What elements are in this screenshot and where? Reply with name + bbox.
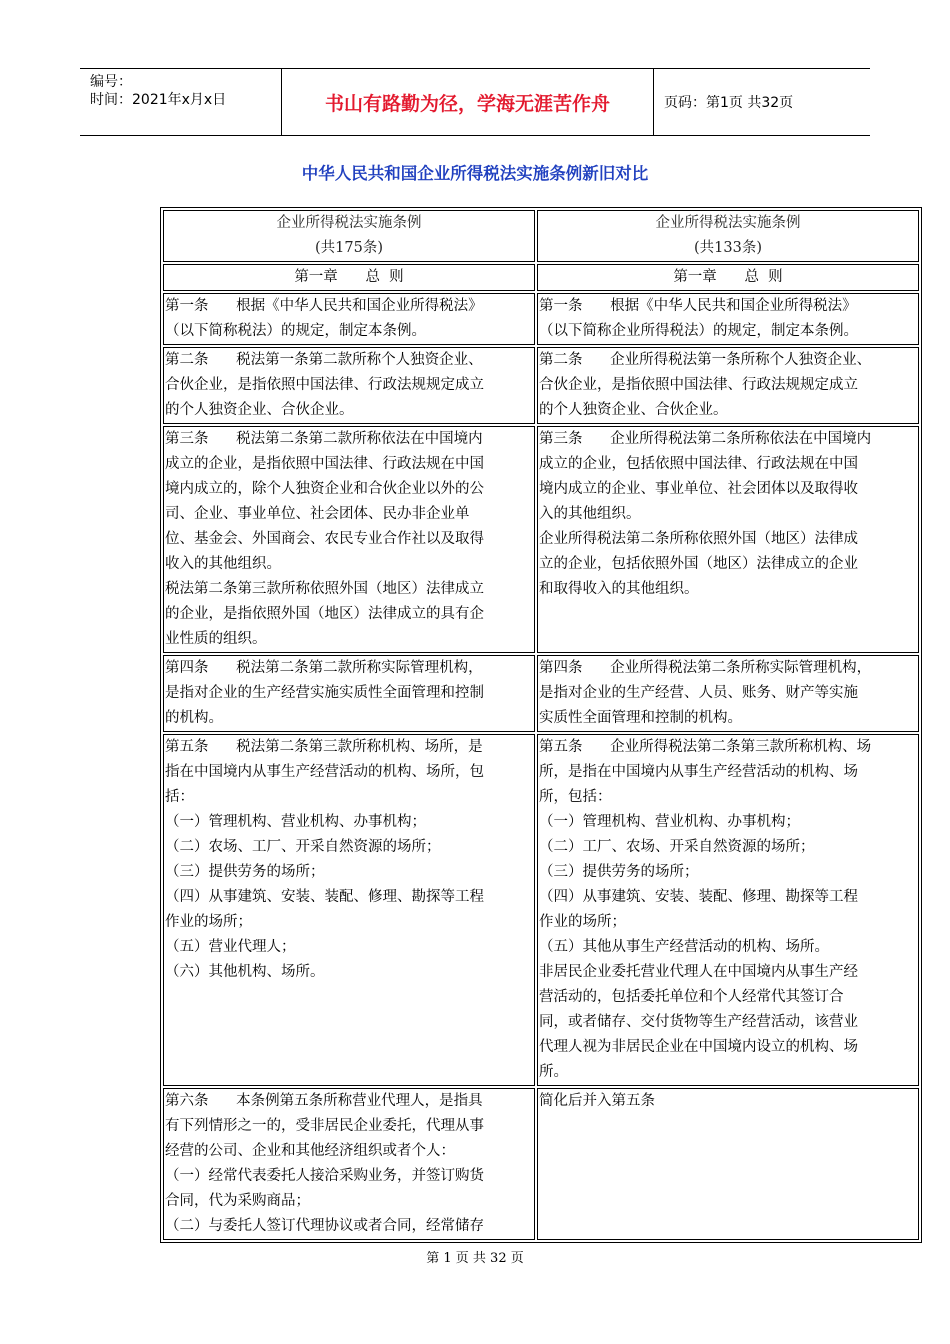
left-article-line: 指在中国境内从事生产经营活动的机构、场所，包 xyxy=(165,764,484,780)
right-article-line: 入的其他组织。 xyxy=(539,506,641,522)
comparison-table xyxy=(160,207,922,1243)
left-article-line: 有下列情形之一的，受非居民企业委托，代理从事 xyxy=(165,1118,484,1134)
right-article-cell xyxy=(537,655,919,732)
left-article-line: （五）营业代理人； xyxy=(165,939,296,955)
left-article-cell xyxy=(163,293,535,345)
table-row xyxy=(163,347,919,424)
right-article-line: 境内成立的企业、事业单位、社会团体以及取得收 xyxy=(539,481,858,497)
left-article-line: 业性质的组织。 xyxy=(165,631,267,647)
left-article-line: 第五条 税法第二条第三款所称机构、场所，是 xyxy=(165,739,483,755)
left-article-line: 的企业，是指依照外国（地区）法律成立的具有企 xyxy=(165,606,484,622)
left-header-count: (共175条) xyxy=(315,240,383,256)
comparison-table-wrapper xyxy=(160,207,920,1243)
left-article-line: 是指对企业的生产经营实施实质性全面管理和控制 xyxy=(165,685,484,701)
table-row xyxy=(163,293,919,345)
left-article-line: 第四条 税法第二条第二款所称实际管理机构， xyxy=(165,660,483,676)
right-article-line: 所，是指在中国境内从事生产经营活动的机构、场 xyxy=(539,764,858,780)
header-motto: 书山有路勤为径，学海无涯苦作舟 xyxy=(282,69,654,135)
left-article-line: 境内成立的，除个人独资企业和合伙企业以外的公 xyxy=(165,481,484,497)
chapter-row xyxy=(163,264,919,291)
right-article-line: 立的企业，包括依照外国（地区）法律成立的企业 xyxy=(539,556,858,572)
right-article-cell xyxy=(537,347,919,424)
right-article-line: （三）提供劳务的场所； xyxy=(539,864,699,880)
left-article-line: 经营的公司、企业和其他经济组织或者个人： xyxy=(165,1143,455,1159)
time-label: 时间：2021年x月x日 xyxy=(90,92,227,108)
left-article-line: 的机构。 xyxy=(165,710,223,726)
left-chapter-cell: 第一章 总 则 xyxy=(163,264,535,291)
right-article-line: 和取得收入的其他组织。 xyxy=(539,581,699,597)
right-article-cell xyxy=(537,734,919,1086)
left-header-cell xyxy=(163,210,535,262)
left-article-line: 的个人独资企业、合伙企业。 xyxy=(165,402,354,418)
left-article-line: 第二条 税法第一条第二款所称个人独资企业、 xyxy=(165,352,483,368)
left-article-cell xyxy=(163,1088,535,1240)
left-article-line: 第六条 本条例第五条所称营业代理人，是指具 xyxy=(165,1093,483,1109)
right-article-line: 简化后并入第五条 xyxy=(539,1093,655,1109)
right-article-line: 第二条 企业所得税法第一条所称个人独资企业、 xyxy=(539,352,872,368)
left-article-line: 合伙企业，是指依照中国法律、行政法规规定成立 xyxy=(165,377,484,393)
right-article-line: 是指对企业的生产经营、人员、账务、财产等实施 xyxy=(539,685,858,701)
right-article-line: （一）管理机构、营业机构、办事机构； xyxy=(539,814,800,830)
right-article-line: 所，包括： xyxy=(539,789,612,805)
left-article-line: （六）其他机构、场所。 xyxy=(165,964,325,980)
right-article-line: 成立的企业，包括依照中国法律、行政法规在中国 xyxy=(539,456,858,472)
right-article-line: 实质性全面管理和控制的机构。 xyxy=(539,710,742,726)
right-article-line: （五）其他从事生产经营活动的机构、场所。 xyxy=(539,939,829,955)
left-article-cell xyxy=(163,734,535,1086)
right-article-line: （二）工厂、农场、开采自然资源的场所； xyxy=(539,839,815,855)
left-article-line: （二）农场、工厂、开采自然资源的场所； xyxy=(165,839,441,855)
right-article-line: 营活动的，包括委托单位和个人经常代其签订合 xyxy=(539,989,844,1005)
table-row xyxy=(163,655,919,732)
left-article-line: （四）从事建筑、安装、装配、修理、勘探等工程 xyxy=(165,889,484,905)
left-header-title: 企业所得税法实施条例 xyxy=(276,215,422,231)
left-article-line: 作业的场所； xyxy=(165,914,252,930)
page-header xyxy=(80,68,870,136)
left-article-line: 位、基金会、外国商会、农民专业合作社以及取得 xyxy=(165,531,484,547)
left-article-line: 收入的其他组织。 xyxy=(165,556,281,572)
left-article-line: 第三条 税法第二条第二款所称依法在中国境内 xyxy=(165,431,483,447)
right-header-cell xyxy=(537,210,919,262)
right-article-line: 同，或者储存、交付货物等生产经营活动，该营业 xyxy=(539,1014,858,1030)
table-row xyxy=(163,1088,919,1240)
right-article-cell xyxy=(537,293,919,345)
right-article-line: 企业所得税法第二条所称依照外国（地区）法律成 xyxy=(539,531,858,547)
left-article-line: 成立的企业，是指依照中国法律、行政法规在中国 xyxy=(165,456,484,472)
right-article-line: 的个人独资企业、合伙企业。 xyxy=(539,402,728,418)
left-article-cell xyxy=(163,426,535,653)
left-article-line: 税法第二条第三款所称依照外国（地区）法律成立 xyxy=(165,581,484,597)
number-label: 编号： xyxy=(90,74,132,90)
right-article-line: 第五条 企业所得税法第二条第三款所称机构、场 xyxy=(539,739,872,755)
left-article-line: 第一条 根据《中华人民共和国企业所得税法》 xyxy=(165,298,483,314)
right-article-line: （四）从事建筑、安装、装配、修理、勘探等工程 xyxy=(539,889,858,905)
right-article-line: 作业的场所； xyxy=(539,914,626,930)
header-page-info: 页码：第1页 共32页 xyxy=(664,95,794,111)
right-header-count: (共133条) xyxy=(694,240,762,256)
left-article-line: （一）经常代表委托人接洽采购业务，并签订购货 xyxy=(165,1168,484,1184)
table-row xyxy=(163,426,919,653)
header-meta xyxy=(80,69,282,135)
right-article-cell xyxy=(537,1088,919,1240)
right-article-line: 第四条 企业所得税法第二条所称实际管理机构， xyxy=(539,660,872,676)
page-footer: 第 1 页 共 32 页 xyxy=(426,1251,524,1266)
document-title: 中华人民共和国企业所得税法实施条例新旧对比 xyxy=(301,164,649,183)
right-header-title: 企业所得税法实施条例 xyxy=(655,215,801,231)
left-article-line: 合同，代为采购商品； xyxy=(165,1193,310,1209)
right-article-line: 第三条 企业所得税法第二条所称依法在中国境内 xyxy=(539,431,872,447)
left-article-line: （一）管理机构、营业机构、办事机构； xyxy=(165,814,426,830)
right-article-line: 非居民企业委托营业代理人在中国境内从事生产经 xyxy=(539,964,858,980)
right-article-cell xyxy=(537,426,919,653)
left-article-line: （以下简称税法）的规定，制定本条例。 xyxy=(165,323,426,339)
left-article-line: 司、企业、事业单位、社会团体、民办非企业单 xyxy=(165,506,470,522)
right-chapter-cell: 第一章 总 则 xyxy=(537,264,919,291)
right-article-line: 代理人视为非居民企业在中国境内设立的机构、场 xyxy=(539,1039,858,1055)
table-header-row xyxy=(163,210,919,262)
left-article-line: （三）提供劳务的场所； xyxy=(165,864,325,880)
left-article-cell xyxy=(163,655,535,732)
left-article-line: （二）与委托人签订代理协议或者合同，经常储存 xyxy=(165,1218,484,1234)
left-article-cell xyxy=(163,347,535,424)
right-article-line: 所。 xyxy=(539,1064,568,1080)
table-row xyxy=(163,734,919,1086)
left-article-line: 括： xyxy=(165,789,194,805)
right-article-line: （以下简称企业所得税法）的规定，制定本条例。 xyxy=(539,323,858,339)
right-article-line: 第一条 根据《中华人民共和国企业所得税法》 xyxy=(539,298,857,314)
right-article-line: 合伙企业，是指依照中国法律、行政法规规定成立 xyxy=(539,377,858,393)
